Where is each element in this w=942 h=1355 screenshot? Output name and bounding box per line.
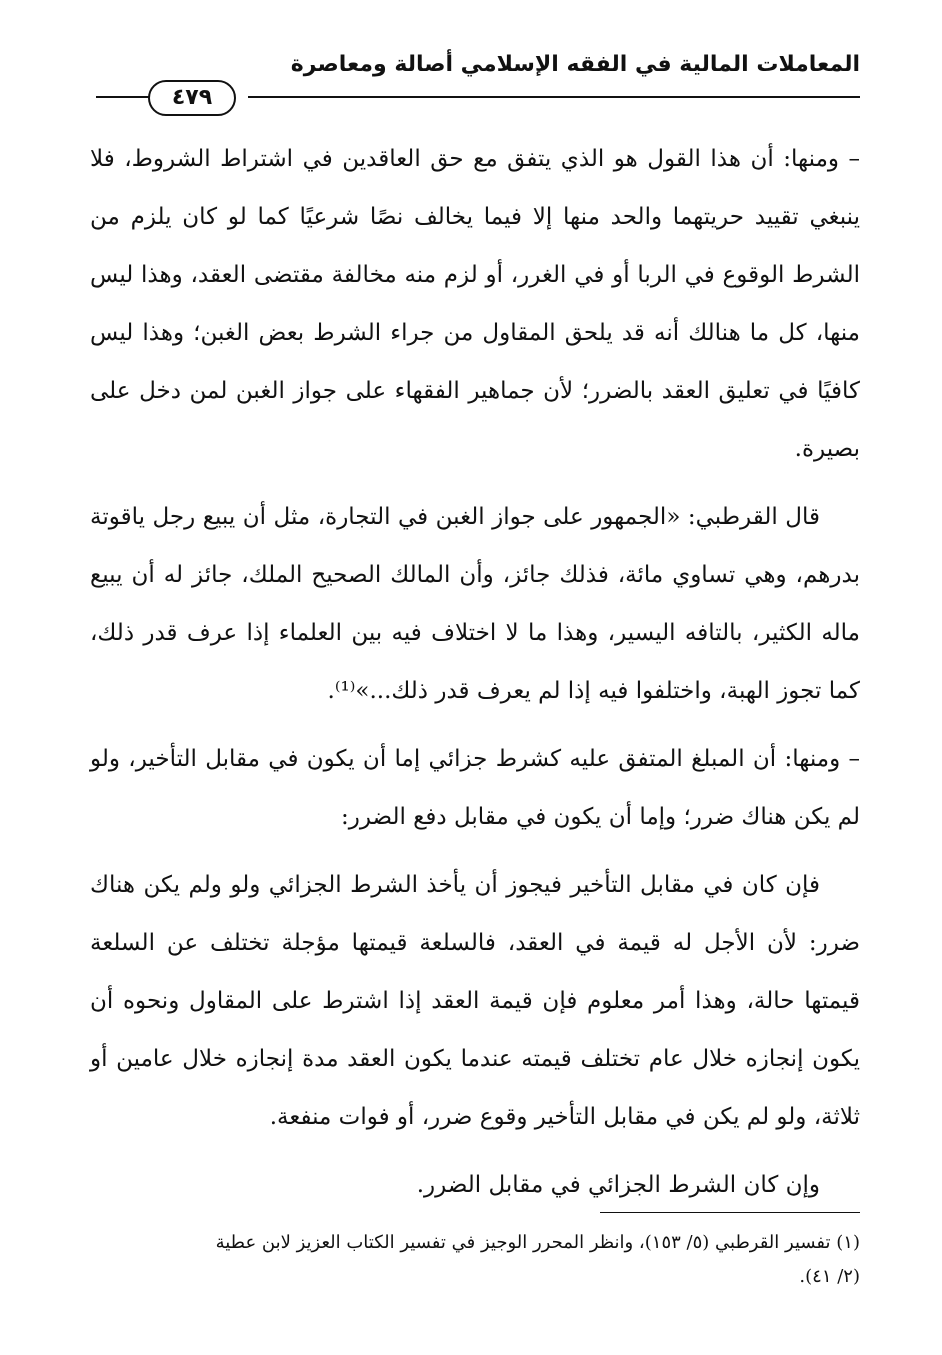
footnote-line-1: (١) تفسير القرطبي (٥/ ١٥٣)، وانظر المحرر الوجيز في تفسير الكتاب العزيز لابن عطية	[215, 1232, 860, 1253]
paragraph-1: – ومنها: أن هذا القول هو الذي يتفق مع حق العاقدين في اشتراط الشروط، فلا ينبغي تقييد حريتهما والحد منها إلا فيما يخالف نصًا شرعيًا كما لو كان يلزم من الشرط الوقوع في الربا أو في الغرر، أو لزم منه مخالفة مقتضى العقد، وهذا ليس منها، كل ما هنالك أنه قد يلحق المقاول من جراء الشرط بعض الغبن؛ وهذا ليس كافيًا في تعليق العقد بالضرر؛ لأن جماهير الفقهاء على جواز الغبن لمن دخل على بصيرة.	[90, 146, 860, 462]
paragraph-3: – ومنها: أن المبلغ المتفق عليه كشرط جزائي إما أن يكون في مقابل التأخير، ولو لم يكن هناك ضرر؛ وإما أن يكون في مقابل دفع الضرر:	[90, 746, 860, 830]
page-number-badge: ٤٧٩	[148, 80, 236, 116]
paragraph-5: وإن كان الشرط الجزائي في مقابل الضرر.	[416, 1172, 820, 1198]
running-header-title: المعاملات المالية في الفقه الإسلامي أصالة ومعاصرة	[290, 52, 860, 77]
footnote	[90, 1226, 860, 1294]
paragraph-4: فإن كان في مقابل التأخير فيجوز أن يأخذ الشرط الجزائي ولو ولم يكن هناك ضرر: لأن الأجل له قيمة في العقد، فالسلعة قيمتها مؤجلة تختلف عن السلعة قيمتها حالة، وهذا أمر معلوم فإن قيمة العقد إذا اشترط على المقاول ونحوه أن يكون إنجازه خلال عام تختلف قيمته عندما يكون العقد مدة إنجازه خلال عامين أو ثلاثة، ولو لم يكن في مقابل التأخير وقوع ضرر، أو فوات منفعة.	[90, 872, 860, 1130]
footnote-separator	[600, 1212, 860, 1213]
header-rule-right	[248, 96, 860, 98]
paragraph-2-quote: قال القرطبي: «الجمهور على جواز الغبن في التجارة، مثل أن يبيع رجل ياقوتة بدرهم، وهي تساوي مائة، فذلك جائز، وأن المالك الصحيح الملك، جائز له أن يبيع ماله الكثير، بالتافه اليسير، وهذا ما لا اختلاف فيه بين العلماء إذا عرف قدر ذلك، كما تجوز الهبة، واختلفوا فيه إذا لم يعرف قدر ذلك...»⁽¹⁾.	[90, 504, 860, 704]
footnote-line-2: (٢/ ٤١).	[799, 1266, 860, 1287]
header-rule-left	[96, 96, 150, 98]
body-text	[90, 130, 860, 1214]
